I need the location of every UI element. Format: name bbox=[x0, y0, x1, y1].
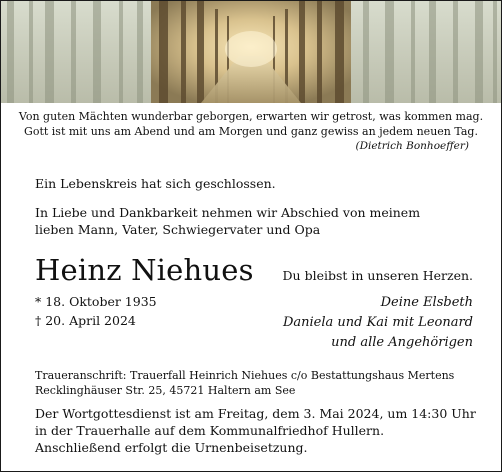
address-line-2: Recklinghäuser Str. 25, 45721 Haltern am See bbox=[35, 384, 296, 397]
birth-date: * 18. Oktober 1935 bbox=[35, 294, 157, 309]
service-line-2: in der Trauerhalle auf dem Kommunalfriedhof Hullern. bbox=[35, 423, 385, 438]
intro-line: Ein Lebenskreis hat sich geschlossen. bbox=[35, 176, 276, 191]
quote-author: (Dietrich Bonhoeffer) bbox=[355, 140, 469, 152]
service-line-3: Anschließend erfolgt die Urnenbeisetzung. bbox=[35, 440, 308, 455]
mourner-line-2: Daniela und Kai mit Leonard bbox=[282, 315, 473, 330]
forest-path-banner-image bbox=[1, 1, 501, 103]
service-line-1: Der Wortgottesdienst ist am Freitag, dem 3. Mai 2024, um 14:30 Uhr bbox=[35, 406, 476, 421]
farewell-text bbox=[35, 204, 420, 238]
quote-line-2: Gott ist mit uns am Abend und am Morgen und ganz gewiss an jedem neuen Tag. bbox=[24, 125, 478, 138]
mourners-signature bbox=[283, 293, 473, 353]
farewell-line-1: In Liebe und Dankbarkeit nehmen wir Abschied von meinem bbox=[35, 205, 421, 220]
address-line-1: Traueranschrift: Trauerfall Heinrich Niehues c/o Bestattungshaus Mertens bbox=[35, 369, 455, 382]
motto-text: Du bleibst in unseren Herzen. bbox=[282, 268, 473, 283]
mourning-address bbox=[35, 368, 454, 398]
mourner-line-3: und alle Angehörigen bbox=[331, 335, 473, 350]
farewell-line-2: lieben Mann, Vater, Schwiegervater und Opa bbox=[35, 222, 321, 237]
mourner-line-1: Deine Elsbeth bbox=[380, 295, 473, 310]
bonhoeffer-quote bbox=[1, 109, 501, 154]
intro-text bbox=[35, 175, 276, 192]
service-details bbox=[35, 405, 476, 456]
death-date: † 20. April 2024 bbox=[35, 313, 136, 328]
quote-line-1: Von guten Mächten wunderbar geborgen, erwarten wir getrost, was kommen mag. bbox=[18, 110, 484, 123]
life-dates bbox=[35, 292, 157, 330]
deceased-name: Heinz Niehues bbox=[35, 253, 254, 287]
